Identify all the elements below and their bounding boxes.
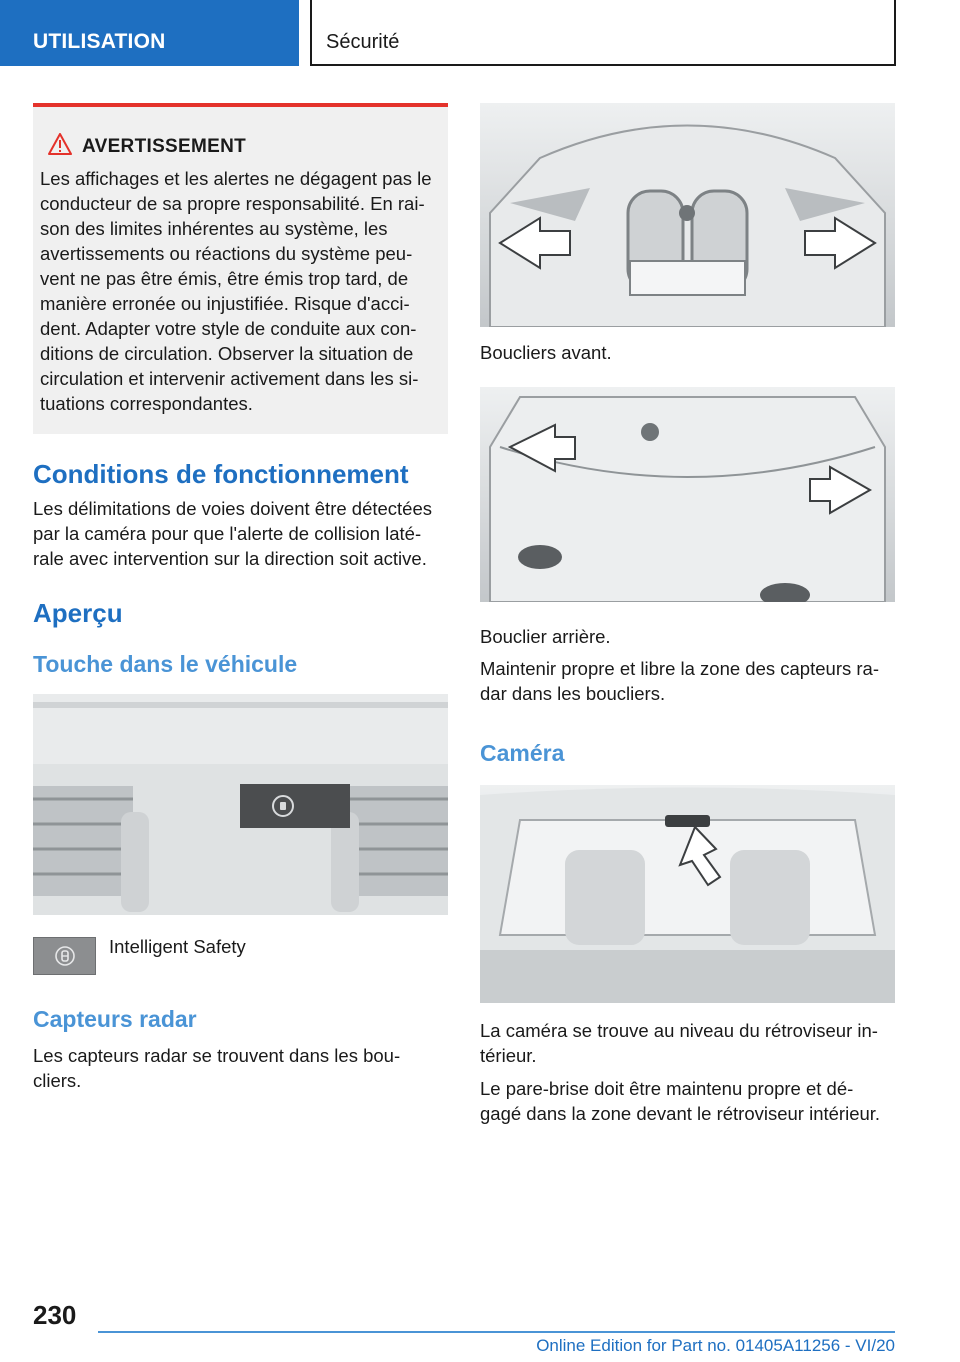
capteurs-text: Les capteurs radar se trouvent dans les bou- cliers.: [33, 1045, 401, 1091]
warning-triangle-icon: [48, 133, 72, 160]
capteurs-heading: Capteurs radar: [33, 1006, 197, 1032]
camera-interior-photo: [480, 785, 895, 1003]
camera-heading: Caméra: [480, 740, 565, 766]
warning-text: Les affichages et les alertes ne dégagent pas le conducteur de sa propre responsabilité. En rai- son des limites inhérentes au système, les avertissements ou réactions du système peu- vent ne pas être émis, être émis trop tard, de manière erronée ou injustifiée. Risque d'acci- dent. Adapter votre style de conduite aux con- ditions de circulation. Observer la situation de circulation et intervenir activement dans les si- tuations correspondantes.: [40, 168, 432, 414]
front-caption: Boucliers avant.: [480, 342, 612, 363]
rear-caption: Bouclier arrière.: [480, 626, 611, 647]
intelligent-safety-button[interactable]: [33, 937, 96, 975]
footer-edition: Online Edition for Part no. 01405A11256 - VI/20: [536, 1336, 895, 1355]
front-bumper-photo: [480, 103, 895, 327]
warning-title: AVERTISSEMENT: [82, 135, 247, 157]
camera-para2: Le pare-brise doit être maintenu propre et dé- gagé dans la zone devant le rétroviseur intérieur.: [480, 1078, 881, 1124]
section-tab: UTILISATION: [0, 0, 299, 66]
button-label: Intelligent Safety: [109, 936, 246, 957]
warning-box: [33, 103, 448, 434]
conditions-heading: Conditions de fonctionnement: [33, 459, 409, 489]
dashboard-button-photo: [33, 694, 448, 915]
touche-heading: Touche dans le véhicule: [33, 651, 298, 677]
apercu-heading: Aperçu: [33, 598, 123, 628]
topic-title: Sécurité: [310, 0, 896, 66]
conditions-text: Les délimitations de voies doivent être détectées par la caméra pour que l'alerte de collision laté- rale avec intervention sur la direction soit active.: [33, 498, 433, 569]
page-number: 230: [33, 1300, 77, 1330]
footer-divider: [98, 1331, 895, 1333]
shield-car-icon: [53, 944, 77, 968]
rear-text: Maintenir propre et libre la zone des capteurs ra- dar dans les boucliers.: [480, 658, 879, 704]
camera-para1: La caméra se trouve au niveau du rétroviseur in- térieur.: [480, 1020, 878, 1066]
rear-bumper-photo: [480, 387, 895, 602]
